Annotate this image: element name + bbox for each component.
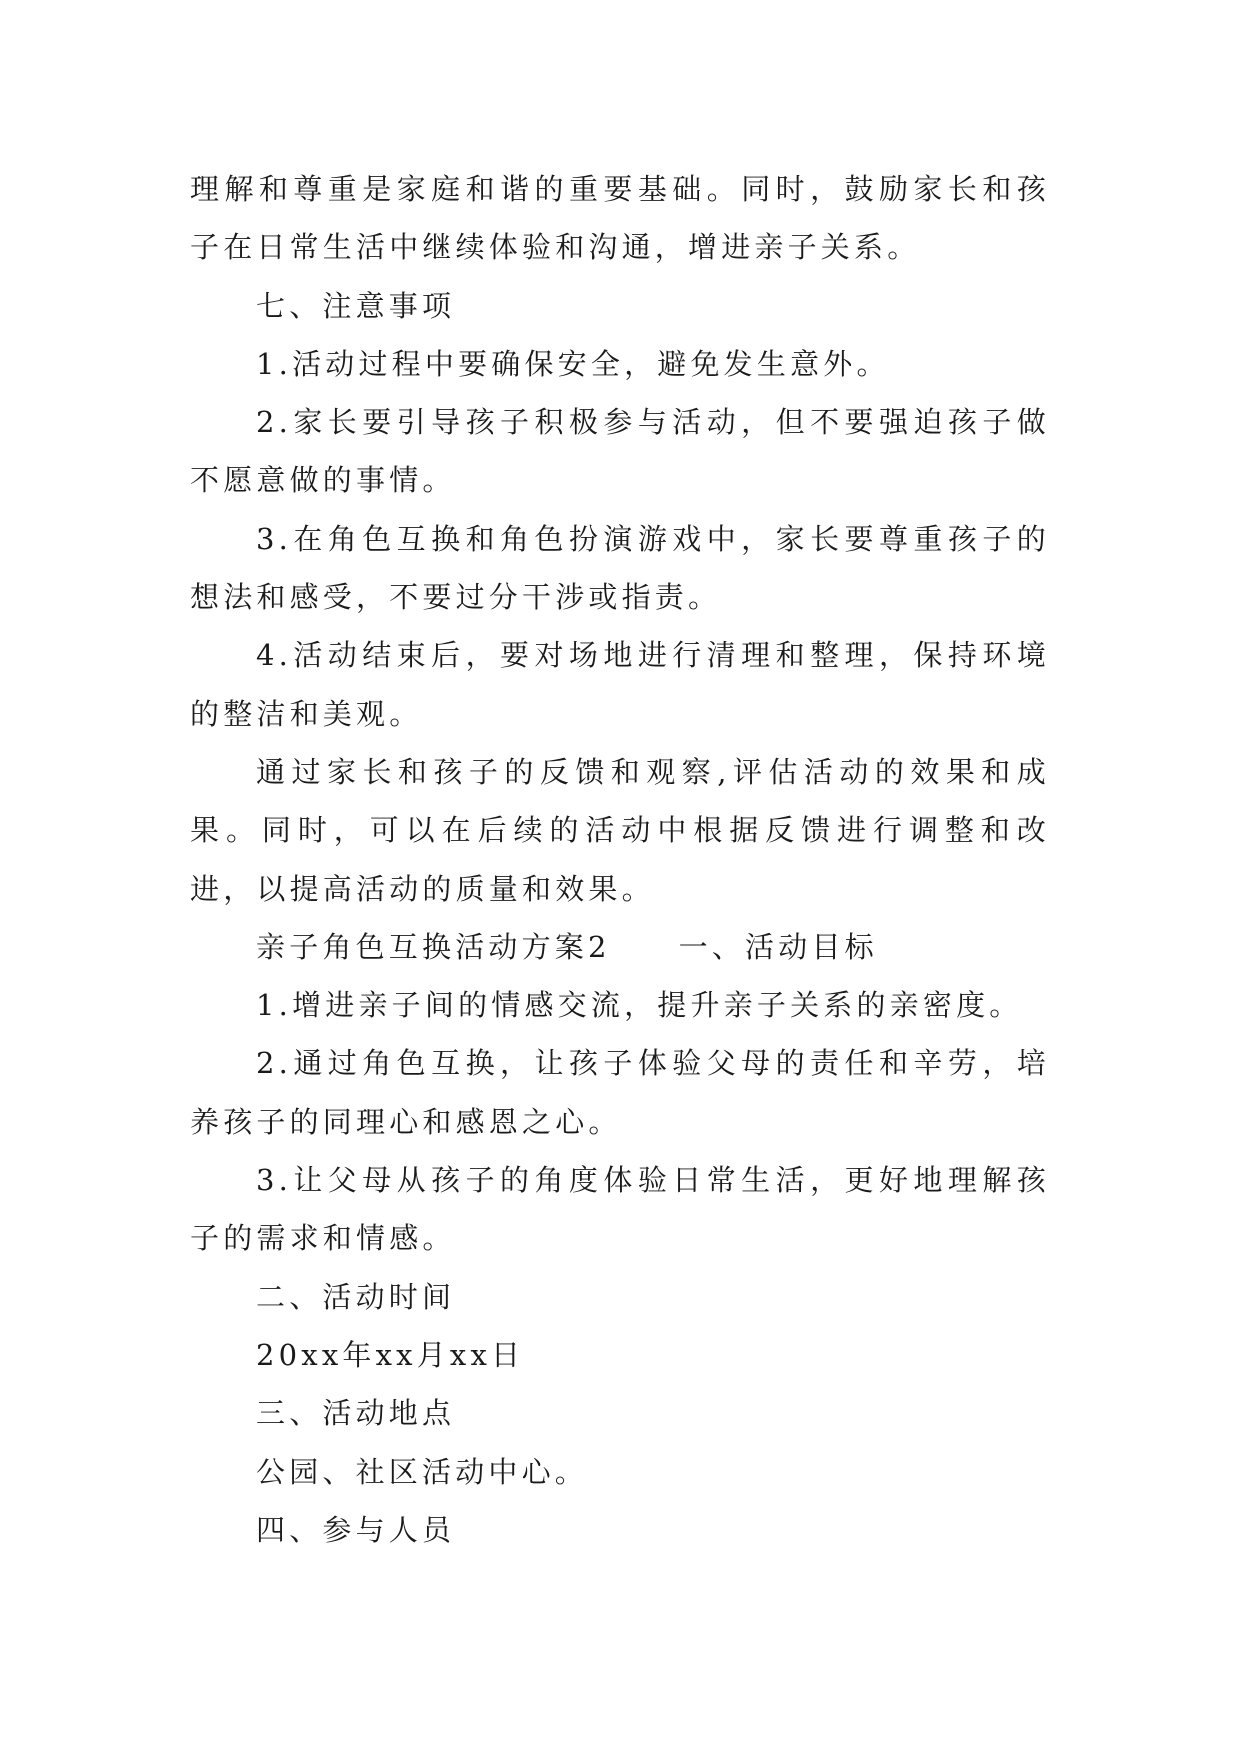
plan-title: 亲子角色互换活动方案2 bbox=[256, 929, 611, 964]
paragraph: 3.让父母从孩子的角度体验日常生活，更好地理解孩子的需求和情感。 bbox=[190, 1163, 1050, 1256]
paragraph: 理解和尊重是家庭和谐的重要基础。同时，鼓励家长和孩子在日常生活中继续体验和沟通，增进亲子关系。 bbox=[190, 172, 1050, 265]
section-heading-goals: 一、活动目标 bbox=[678, 929, 878, 964]
document-body bbox=[190, 160, 1050, 1559]
section-heading-participants: 四、参与人员 bbox=[256, 1512, 456, 1547]
section-heading-precautions: 七、注意事项 bbox=[256, 288, 456, 323]
paragraph: 通过家长和孩子的反馈和观察,评估活动的效果和成果。同时，可以在后续的活动中根据反馈进行调整和改进，以提高活动的质量和效果。 bbox=[190, 754, 1050, 906]
paragraph: 1.活动过程中要确保安全，避免发生意外。 bbox=[256, 346, 890, 381]
plan-title-line bbox=[190, 918, 1050, 976]
paragraph: 20xx年xx月xx日 bbox=[256, 1337, 525, 1372]
paragraph: 2.通过角色互换，让孩子体验父母的责任和辛劳，培养孩子的同理心和感恩之心。 bbox=[190, 1046, 1050, 1139]
paragraph: 公园、社区活动中心。 bbox=[256, 1454, 589, 1489]
paragraph: 1.增进亲子间的情感交流，提升亲子关系的亲密度。 bbox=[256, 988, 1023, 1023]
section-heading-location: 三、活动地点 bbox=[256, 1396, 456, 1431]
paragraph: 2.家长要引导孩子积极参与活动，但不要强迫孩子做不愿意做的事情。 bbox=[190, 405, 1050, 498]
paragraph: 3.在角色互换和角色扮演游戏中，家长要尊重孩子的想法和感受，不要过分干涉或指责。 bbox=[190, 521, 1050, 615]
section-heading-time: 二、活动时间 bbox=[256, 1279, 456, 1314]
paragraph: 4.活动结束后，要对场地进行清理和整理，保持环境的整洁和美观。 bbox=[190, 638, 1050, 731]
